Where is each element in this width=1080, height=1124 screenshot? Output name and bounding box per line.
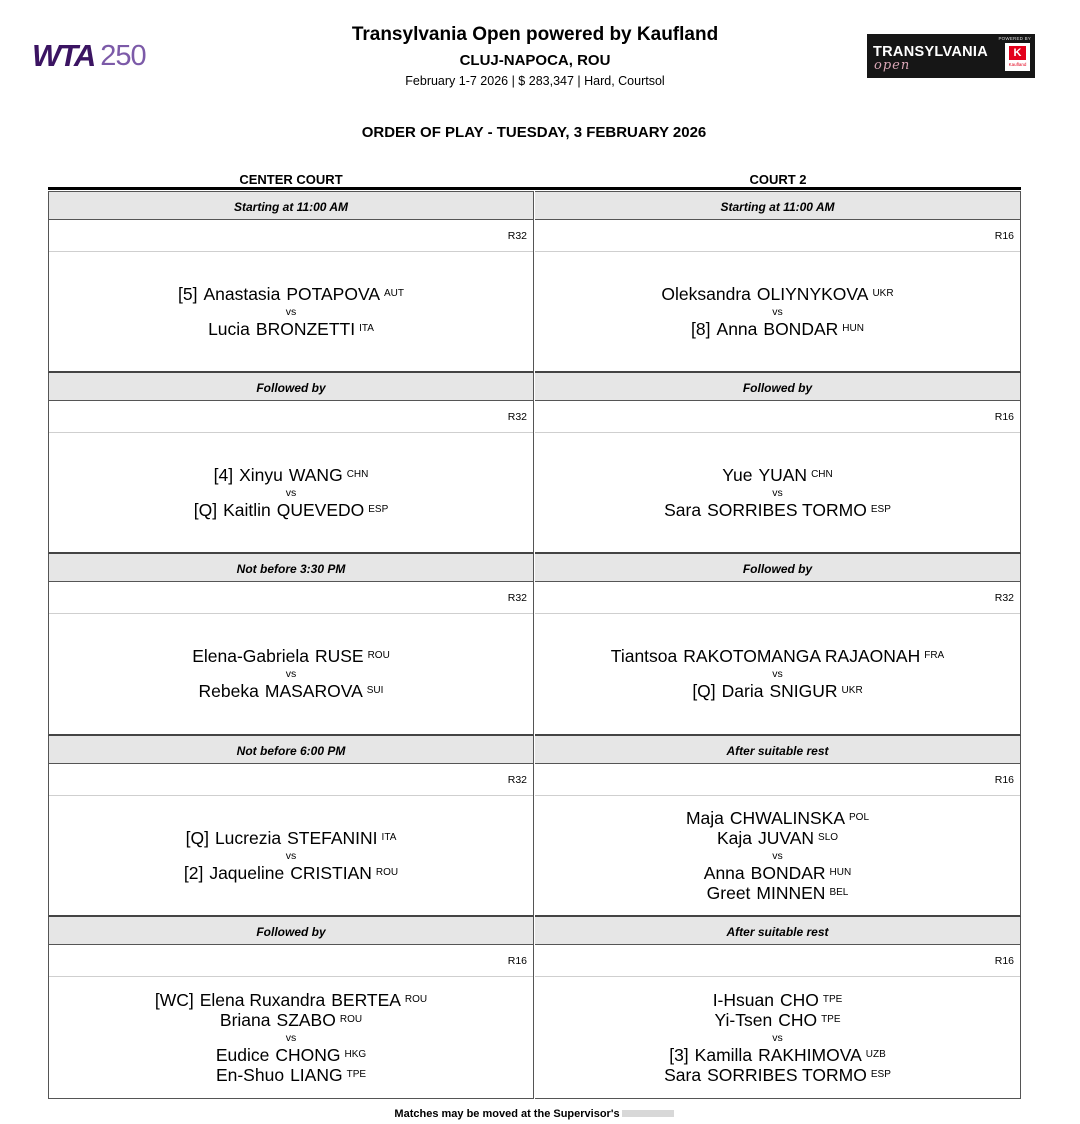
player-first-name: Elena Ruxandra <box>199 989 326 1010</box>
round-row <box>535 220 1020 252</box>
player-last-name: OLIYNYKOVA <box>756 283 869 304</box>
player-last-name: SORRIBES TORMO <box>707 499 867 520</box>
player-seed: [2] <box>183 862 204 883</box>
player-country: UZB <box>865 1048 886 1060</box>
footer-text: Matches may be moved at the Supervisor's <box>394 1108 620 1120</box>
match-block <box>535 917 1021 1099</box>
match-block <box>48 554 534 736</box>
match-timing: Not before 6:00 PM <box>49 736 533 764</box>
player-first-name: Anna <box>716 318 758 339</box>
player-country: HUN <box>842 322 864 334</box>
player-country: CHN <box>346 468 369 480</box>
match-players <box>49 433 533 553</box>
player-seed: [5] <box>177 283 198 304</box>
player-first-name: Oleksandra <box>661 283 751 304</box>
event-logo-line2: open <box>874 58 911 73</box>
player-name <box>691 319 864 339</box>
vs-label: vs <box>285 305 297 318</box>
player-country: UKR <box>841 685 863 697</box>
player-last-name: QUEVEDO <box>276 499 365 520</box>
player-first-name: Elena-Gabriela <box>192 646 309 667</box>
court-2-column <box>535 191 1021 1099</box>
player-name <box>216 1065 366 1085</box>
tournament-title: Transylvania Open powered by Kaufland <box>351 24 719 45</box>
player-country: CHN <box>811 468 833 480</box>
player-country: HUN <box>829 866 852 878</box>
player-last-name: SORRIBES TORMO <box>707 1064 867 1085</box>
match-players <box>535 977 1020 1098</box>
match-timing: After suitable rest <box>535 736 1020 764</box>
player-country: ROU <box>339 1013 363 1025</box>
player-last-name: CRISTIAN <box>290 862 372 883</box>
player-first-name: En-Shuo <box>215 1064 285 1085</box>
player-name <box>220 1010 362 1030</box>
wta-250-logo <box>32 38 146 74</box>
match-timing: Starting at 11:00 AM <box>535 192 1020 220</box>
player-last-name: MASAROVA <box>264 681 363 702</box>
player-name <box>722 465 832 485</box>
match-players <box>49 977 533 1098</box>
match-players <box>49 796 533 916</box>
match-block <box>535 373 1021 555</box>
kaufland-name: Kaufland <box>1008 62 1027 67</box>
player-last-name: STEFANINI <box>287 827 378 848</box>
player-name <box>661 284 893 304</box>
match-round: R16 <box>994 230 1014 242</box>
vs-label: vs <box>772 1031 783 1044</box>
player-country: ITA <box>359 322 374 334</box>
match-round: R16 <box>994 410 1014 423</box>
player-first-name: Xinyu <box>239 464 283 485</box>
player-name <box>192 646 390 666</box>
match-round: R32 <box>507 592 527 604</box>
kaufland-mark: K <box>1009 46 1026 60</box>
match-block <box>535 191 1021 373</box>
player-first-name: Sara <box>664 1064 702 1085</box>
match-round: R32 <box>994 592 1014 604</box>
player-first-name: Jaqueline <box>209 862 285 883</box>
vs-label: vs <box>772 486 783 499</box>
player-first-name: Kaitlin <box>223 499 271 520</box>
player-country: FRA <box>924 650 945 662</box>
match-players <box>535 433 1020 553</box>
player-seed: [Q] <box>692 681 716 702</box>
player-first-name: Anna <box>703 862 745 883</box>
player-seed: [3] <box>669 1044 689 1065</box>
match-players <box>49 614 533 734</box>
player-country: TPE <box>821 1013 841 1025</box>
match-timing: Followed by <box>535 554 1020 582</box>
tournament-info: February 1-7 2026 | $ 283,347 | Hard, Courtsol <box>405 74 665 88</box>
match-block <box>48 373 534 555</box>
player-seed: [8] <box>691 318 711 339</box>
player-name <box>208 319 374 339</box>
vs-label: vs <box>285 1031 297 1044</box>
powered-by-text: POWERED BY <box>998 36 1031 41</box>
player-first-name: Eudice <box>215 1044 270 1065</box>
round-row <box>49 220 533 252</box>
match-round: R32 <box>507 410 527 423</box>
player-first-name: Briana <box>219 1009 271 1030</box>
vs-label: vs <box>285 849 297 862</box>
player-name <box>214 465 369 485</box>
player-first-name: Kaja <box>716 827 752 848</box>
player-name <box>714 1010 840 1030</box>
player-country: ROU <box>375 866 399 878</box>
match-block <box>48 191 534 373</box>
court-header-center: CENTER COURT <box>239 172 343 187</box>
player-last-name: RAKOTOMANGA RAJAONAH <box>683 646 921 667</box>
player-first-name: Sara <box>664 499 702 520</box>
player-country: ESP <box>870 503 891 515</box>
player-name <box>194 500 389 520</box>
wta-logo-text: WTA <box>32 38 95 73</box>
court-header-court2: COURT 2 <box>749 172 807 187</box>
player-last-name: BONDAR <box>750 862 826 883</box>
match-timing: Not before 3:30 PM <box>49 554 533 582</box>
transylvania-open-logo <box>867 34 1035 78</box>
player-country: BEL <box>829 886 849 898</box>
vs-label: vs <box>772 668 783 681</box>
player-last-name: CHWALINSKA <box>729 807 845 828</box>
player-last-name: CHO <box>778 1009 818 1030</box>
player-first-name: Maja <box>685 807 724 828</box>
player-country: ROU <box>404 993 428 1005</box>
player-name <box>692 681 862 701</box>
player-first-name: Lucrezia <box>214 827 282 848</box>
player-first-name: Kamilla <box>694 1044 753 1065</box>
order-of-play-title: ORDER OF PLAY - TUESDAY, 3 FEBRUARY 2026 <box>361 124 707 141</box>
player-country: ITA <box>381 831 397 843</box>
player-name <box>199 681 384 701</box>
match-players <box>535 614 1020 734</box>
player-country: SLO <box>818 831 839 843</box>
player-last-name: SNIGUR <box>769 681 838 702</box>
player-name <box>186 828 397 848</box>
player-name <box>707 883 849 903</box>
player-first-name: I-Hsuan <box>712 989 774 1010</box>
player-country: TPE <box>822 993 843 1005</box>
match-players <box>49 252 533 371</box>
match-players <box>535 252 1020 371</box>
match-players <box>535 796 1020 916</box>
round-row <box>49 401 533 433</box>
player-last-name: SZABO <box>276 1009 336 1030</box>
player-last-name: BERTEA <box>331 989 401 1010</box>
match-block <box>535 736 1021 918</box>
vs-label: vs <box>285 668 297 681</box>
wta-level-text: 250 <box>100 39 146 72</box>
player-country: ESP <box>368 503 389 515</box>
vs-label: vs <box>285 486 297 499</box>
player-name <box>155 990 427 1010</box>
player-seed: [4] <box>213 464 234 485</box>
match-round: R16 <box>994 773 1014 786</box>
tournament-city: CLUJ-NAPOCA, ROU <box>459 52 611 69</box>
player-first-name: Yi-Tsen <box>714 1009 773 1030</box>
round-row <box>49 764 533 796</box>
player-country: AUT <box>384 287 404 299</box>
player-last-name: RAKHIMOVA <box>758 1044 862 1065</box>
player-last-name: LIANG <box>290 1064 343 1085</box>
match-round: R16 <box>507 955 527 967</box>
match-block <box>535 554 1021 736</box>
match-block <box>48 917 534 1099</box>
player-last-name: POTAPOVA <box>286 283 380 304</box>
player-first-name: Daria <box>721 681 764 702</box>
match-timing: Followed by <box>49 373 533 401</box>
player-name <box>686 808 869 828</box>
tournament-header <box>200 24 870 89</box>
round-row <box>535 401 1020 433</box>
redacted-text <box>622 1110 674 1117</box>
player-first-name: Tiantsoa <box>610 646 678 667</box>
match-timing: After suitable rest <box>535 917 1020 945</box>
player-country: SUI <box>366 685 384 697</box>
player-seed: [Q] <box>185 827 209 848</box>
player-last-name: MINNEN <box>756 882 826 903</box>
player-first-name: Anastasia <box>203 283 281 304</box>
player-name <box>178 284 404 304</box>
player-last-name: WANG <box>288 464 343 485</box>
header-divider <box>48 187 1021 190</box>
player-country: UKR <box>872 287 894 299</box>
round-row <box>535 764 1020 796</box>
footer-note <box>0 1108 1068 1120</box>
match-round: R32 <box>507 230 527 242</box>
player-last-name: BONDAR <box>763 318 839 339</box>
player-last-name: BRONZETTI <box>255 318 356 339</box>
round-row <box>535 582 1020 614</box>
player-first-name: Lucia <box>208 318 250 339</box>
player-seed: [WC] <box>154 989 194 1010</box>
player-last-name: RUSE <box>314 646 364 667</box>
player-seed: [Q] <box>193 499 218 520</box>
player-country: TPE <box>346 1068 367 1080</box>
round-row <box>49 582 533 614</box>
player-last-name: JUVAN <box>757 827 815 848</box>
player-last-name: YUAN <box>758 464 808 485</box>
match-timing: Starting at 11:00 AM <box>49 192 533 220</box>
match-round: R32 <box>507 773 527 786</box>
match-round: R16 <box>994 955 1014 967</box>
player-country: POL <box>849 811 870 823</box>
player-name <box>664 1065 891 1085</box>
player-last-name: CHONG <box>275 1044 341 1065</box>
player-name <box>184 863 398 883</box>
player-first-name: Greet <box>706 882 751 903</box>
player-country: HKG <box>344 1048 367 1060</box>
player-name <box>664 500 891 520</box>
player-name <box>713 990 843 1010</box>
player-first-name: Yue <box>722 464 753 485</box>
vs-label: vs <box>772 305 783 318</box>
match-timing: Followed by <box>535 373 1020 401</box>
event-logo-line1: TRANSYLVANIA <box>873 44 989 60</box>
round-row <box>535 945 1020 977</box>
player-first-name: Rebeka <box>198 681 259 702</box>
center-court-column <box>48 191 534 1099</box>
player-name <box>611 646 944 666</box>
player-name <box>669 1045 886 1065</box>
player-country: ESP <box>870 1068 891 1080</box>
match-timing: Followed by <box>49 917 533 945</box>
player-name <box>717 828 838 848</box>
player-country: ROU <box>367 650 390 662</box>
player-name <box>216 1045 366 1065</box>
vs-label: vs <box>772 849 783 862</box>
round-row <box>49 945 533 977</box>
kaufland-logo <box>1005 43 1030 71</box>
match-block <box>48 736 534 918</box>
player-last-name: CHO <box>779 989 819 1010</box>
player-name <box>704 863 851 883</box>
